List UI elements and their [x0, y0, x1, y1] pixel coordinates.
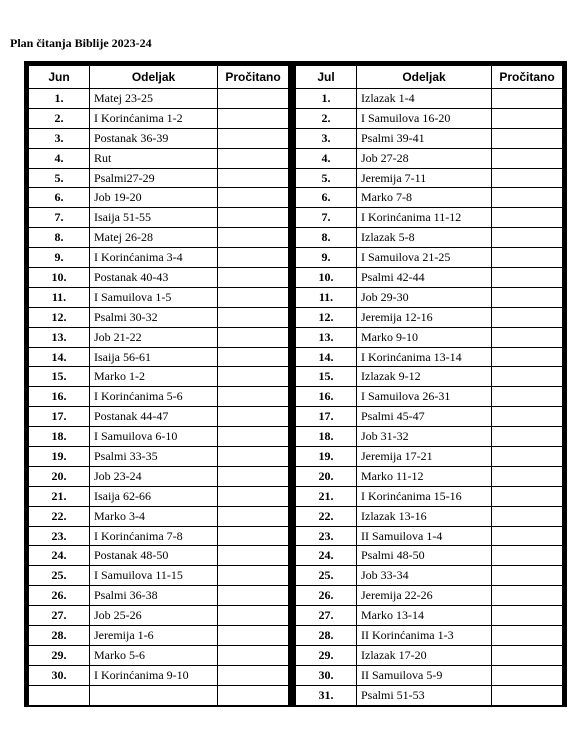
- day-number: 10.: [296, 268, 357, 288]
- day-number: 20.: [29, 466, 90, 486]
- reading-section: II Samuilova 5-9: [357, 665, 492, 685]
- reading-section: Isaija 62-66: [90, 486, 218, 506]
- jul-table-row: [296, 387, 563, 407]
- page-title: Plan čitanja Biblije 2023-24: [10, 36, 152, 50]
- reading-section: I Samuilova 26-31: [357, 387, 492, 407]
- day-number: 7.: [29, 208, 90, 228]
- read-checkbox-cell[interactable]: [492, 526, 563, 546]
- reading-section: Postanak 44-47: [90, 407, 218, 427]
- reading-section: Postanak 36-39: [90, 128, 218, 148]
- jun-table-row: [29, 387, 289, 407]
- reading-section: Job 25-26: [90, 606, 218, 626]
- jul-header-row: [296, 66, 563, 89]
- jun-table-row: [29, 248, 289, 268]
- day-number: 8.: [29, 228, 90, 248]
- day-number: 27.: [29, 606, 90, 626]
- reading-section: Matej 23-25: [90, 89, 218, 109]
- reading-section: Isaija 56-61: [90, 347, 218, 367]
- reading-section: Psalmi27-29: [90, 168, 218, 188]
- jul-table-row: [296, 407, 563, 427]
- read-checkbox-cell[interactable]: [492, 506, 563, 526]
- reading-section: Psalmi 33-35: [90, 447, 218, 467]
- day-number: 17.: [296, 407, 357, 427]
- day-number: 11.: [296, 287, 357, 307]
- jun-table-row: [29, 506, 289, 526]
- reading-section: Isaija 51-55: [90, 208, 218, 228]
- read-checkbox-cell[interactable]: [492, 546, 563, 566]
- read-checkbox-cell[interactable]: [218, 367, 289, 387]
- day-number: 30.: [29, 665, 90, 685]
- jun-section-header: Odeljak: [90, 66, 218, 89]
- reading-section: Psalmi 51-53: [357, 685, 492, 705]
- day-number: 5.: [29, 168, 90, 188]
- reading-section: Izlazak 13-16: [357, 506, 492, 526]
- reading-section: Marko 9-10: [357, 327, 492, 347]
- read-checkbox-cell[interactable]: [218, 108, 289, 128]
- read-checkbox-cell[interactable]: [218, 566, 289, 586]
- read-checkbox-cell[interactable]: [218, 268, 289, 288]
- day-number: 24.: [29, 546, 90, 566]
- jun-table-row: [29, 685, 289, 705]
- jul-table-row: [296, 248, 563, 268]
- day-number: 12.: [29, 307, 90, 327]
- jun-table-row: [29, 208, 289, 228]
- day-number: 29.: [29, 645, 90, 665]
- day-number: 7.: [296, 208, 357, 228]
- day-number: 14.: [296, 347, 357, 367]
- day-number: 4.: [296, 148, 357, 168]
- jun-table: [28, 65, 289, 706]
- jun-table-row: [29, 407, 289, 427]
- jul-table-row: [296, 268, 563, 288]
- reading-section: I Korinćanima 7-8: [90, 526, 218, 546]
- read-checkbox-cell[interactable]: [218, 407, 289, 427]
- jun-read-header: Pročitano: [218, 66, 289, 89]
- jun-header-row: [29, 66, 289, 89]
- read-checkbox-cell[interactable]: [218, 208, 289, 228]
- read-checkbox-cell[interactable]: [492, 148, 563, 168]
- read-checkbox-cell[interactable]: [492, 367, 563, 387]
- reading-section: Marko 5-6: [90, 645, 218, 665]
- read-checkbox-cell[interactable]: [218, 526, 289, 546]
- reading-section: Izlazak 5-8: [357, 228, 492, 248]
- read-checkbox-cell[interactable]: [218, 248, 289, 268]
- read-checkbox-cell[interactable]: [492, 287, 563, 307]
- day-number: 16.: [296, 387, 357, 407]
- day-number: 13.: [296, 327, 357, 347]
- reading-section: Psalmi 30-32: [90, 307, 218, 327]
- jun-table-row: [29, 268, 289, 288]
- jun-table-row: [29, 367, 289, 387]
- reading-section: I Samuilova 16-20: [357, 108, 492, 128]
- jul-table-row: [296, 586, 563, 606]
- reading-section: I Korinćanima 9-10: [90, 665, 218, 685]
- day-number: 5.: [296, 168, 357, 188]
- read-checkbox-cell[interactable]: [218, 506, 289, 526]
- read-checkbox-cell[interactable]: [218, 128, 289, 148]
- day-number: 19.: [29, 447, 90, 467]
- jul-table-row: [296, 427, 563, 447]
- read-checkbox-cell[interactable]: [218, 586, 289, 606]
- jul-table-row: [296, 486, 563, 506]
- jun-table-row: [29, 606, 289, 626]
- day-number: 23.: [296, 526, 357, 546]
- read-checkbox-cell[interactable]: [218, 685, 289, 705]
- jun-month-header: Jun: [29, 66, 90, 89]
- day-number: 20.: [296, 466, 357, 486]
- read-checkbox-cell[interactable]: [218, 287, 289, 307]
- read-checkbox-cell[interactable]: [492, 645, 563, 665]
- jul-table-row: [296, 148, 563, 168]
- read-checkbox-cell[interactable]: [218, 347, 289, 367]
- read-checkbox-cell[interactable]: [492, 606, 563, 626]
- reading-section: Matej 26-28: [90, 228, 218, 248]
- read-checkbox-cell[interactable]: [218, 645, 289, 665]
- reading-section: Marko 7-8: [357, 188, 492, 208]
- reading-section: I Samuilova 6-10: [90, 427, 218, 447]
- reading-section: I Korinćanima 5-6: [90, 387, 218, 407]
- day-number: 24.: [296, 546, 357, 566]
- reading-section: Rut: [90, 148, 218, 168]
- reading-section: Jeremija 1-6: [90, 626, 218, 646]
- reading-section: Psalmi 45-47: [357, 407, 492, 427]
- jun-table-body: [29, 89, 289, 706]
- day-number: 1.: [296, 89, 357, 109]
- jun-table-row: [29, 307, 289, 327]
- reading-section: I Korinćanima 1-2: [90, 108, 218, 128]
- reading-section: II Korinćanima 1-3: [357, 626, 492, 646]
- day-number: 15.: [29, 367, 90, 387]
- day-number: 27.: [296, 606, 357, 626]
- jun-table-row: [29, 526, 289, 546]
- day-number: 22.: [29, 506, 90, 526]
- reading-section: Job 33-34: [357, 566, 492, 586]
- day-number: 10.: [29, 268, 90, 288]
- read-checkbox-cell[interactable]: [492, 407, 563, 427]
- jun-table-row: [29, 427, 289, 447]
- jun-table-row: [29, 287, 289, 307]
- read-checkbox-cell[interactable]: [492, 685, 563, 705]
- reading-section: I Korinćanima 3-4: [90, 248, 218, 268]
- day-number: 4.: [29, 148, 90, 168]
- jul-table-row: [296, 307, 563, 327]
- jun-table-row: [29, 546, 289, 566]
- jul-table-row: [296, 546, 563, 566]
- jul-table-body: [296, 89, 563, 706]
- read-checkbox-cell[interactable]: [492, 347, 563, 367]
- read-checkbox-cell[interactable]: [492, 327, 563, 347]
- read-checkbox-cell[interactable]: [492, 387, 563, 407]
- reading-section: Postanak 48-50: [90, 546, 218, 566]
- reading-section: Job 23-24: [90, 466, 218, 486]
- day-number: 23.: [29, 526, 90, 546]
- day-number: 26.: [296, 586, 357, 606]
- jul-month-header: Jul: [296, 66, 357, 89]
- day-number: 25.: [296, 566, 357, 586]
- day-number: 9.: [296, 248, 357, 268]
- read-checkbox-cell[interactable]: [492, 168, 563, 188]
- day-number: 22.: [296, 506, 357, 526]
- read-checkbox-cell[interactable]: [492, 268, 563, 288]
- day-number: 19.: [296, 447, 357, 467]
- read-checkbox-cell[interactable]: [218, 148, 289, 168]
- jul-table-row: [296, 526, 563, 546]
- day-number: 2.: [29, 108, 90, 128]
- day-number: 26.: [29, 586, 90, 606]
- day-number: 21.: [296, 486, 357, 506]
- read-checkbox-cell[interactable]: [218, 546, 289, 566]
- jul-table-row: [296, 89, 563, 109]
- day-number: 6.: [296, 188, 357, 208]
- reading-section: Psalmi 42-44: [357, 268, 492, 288]
- jul-table-row: [296, 367, 563, 387]
- read-checkbox-cell[interactable]: [218, 228, 289, 248]
- jul-table-row: [296, 466, 563, 486]
- day-number: 31.: [296, 685, 357, 705]
- jun-table-row: [29, 89, 289, 109]
- reading-section: Job 19-20: [90, 188, 218, 208]
- reading-section: I Samuilova 11-15: [90, 566, 218, 586]
- day-number: 17.: [29, 407, 90, 427]
- day-number: 18.: [296, 427, 357, 447]
- read-checkbox-cell[interactable]: [492, 108, 563, 128]
- read-checkbox-cell[interactable]: [492, 665, 563, 685]
- reading-section: Psalmi 48-50: [357, 546, 492, 566]
- day-number: 13.: [29, 327, 90, 347]
- jun-table-row: [29, 447, 289, 467]
- read-checkbox-cell[interactable]: [492, 566, 563, 586]
- day-number: 14.: [29, 347, 90, 367]
- read-checkbox-cell[interactable]: [492, 208, 563, 228]
- jul-table-row: [296, 168, 563, 188]
- day-number: 12.: [296, 307, 357, 327]
- reading-section: Izlazak 1-4: [357, 89, 492, 109]
- reading-section: Jeremija 7-11: [357, 168, 492, 188]
- reading-section: II Samuilova 1-4: [357, 526, 492, 546]
- jul-read-header: Pročitano: [492, 66, 563, 89]
- reading-section: I Samuilova 21-25: [357, 248, 492, 268]
- reading-section: Marko 11-12: [357, 466, 492, 486]
- day-number: 15.: [296, 367, 357, 387]
- reading-plan-frame: [24, 61, 567, 707]
- reading-section: I Samuilova 1-5: [90, 287, 218, 307]
- reading-section: I Korinćanima 15-16: [357, 486, 492, 506]
- jun-table-row: [29, 586, 289, 606]
- jun-table-row: [29, 566, 289, 586]
- jun-table-row: [29, 466, 289, 486]
- read-checkbox-cell[interactable]: [492, 466, 563, 486]
- jun-table-row: [29, 168, 289, 188]
- reading-section: [90, 685, 218, 705]
- jun-table-row: [29, 108, 289, 128]
- jul-table-row: [296, 665, 563, 685]
- jul-table-row: [296, 327, 563, 347]
- jun-table-row: [29, 347, 289, 367]
- read-checkbox-cell[interactable]: [492, 486, 563, 506]
- read-checkbox-cell[interactable]: [218, 665, 289, 685]
- read-checkbox-cell[interactable]: [218, 89, 289, 109]
- jun-table-row: [29, 645, 289, 665]
- jun-table-row: [29, 128, 289, 148]
- reading-section: I Korinćanima 13-14: [357, 347, 492, 367]
- read-checkbox-cell[interactable]: [218, 626, 289, 646]
- read-checkbox-cell[interactable]: [492, 188, 563, 208]
- read-checkbox-cell[interactable]: [218, 486, 289, 506]
- reading-section: Job 29-30: [357, 287, 492, 307]
- read-checkbox-cell[interactable]: [492, 307, 563, 327]
- read-checkbox-cell[interactable]: [218, 606, 289, 626]
- reading-section: Izlazak 17-20: [357, 645, 492, 665]
- reading-section: Marko 3-4: [90, 506, 218, 526]
- read-checkbox-cell[interactable]: [492, 248, 563, 268]
- jul-table-row: [296, 287, 563, 307]
- read-checkbox-cell[interactable]: [492, 89, 563, 109]
- jul-table-row: [296, 108, 563, 128]
- day-number: 9.: [29, 248, 90, 268]
- read-checkbox-cell[interactable]: [492, 228, 563, 248]
- jul-table-row: [296, 506, 563, 526]
- jul-table-row: [296, 128, 563, 148]
- day-number: 28.: [296, 626, 357, 646]
- reading-section: Job 21-22: [90, 327, 218, 347]
- day-number: 1.: [29, 89, 90, 109]
- jul-table-row: [296, 228, 563, 248]
- day-number: 3.: [29, 128, 90, 148]
- jul-table-row: [296, 566, 563, 586]
- read-checkbox-cell[interactable]: [218, 387, 289, 407]
- day-number: 6.: [29, 188, 90, 208]
- read-checkbox-cell[interactable]: [492, 427, 563, 447]
- reading-section: Jeremija 12-16: [357, 307, 492, 327]
- jun-table-row: [29, 665, 289, 685]
- jul-table-row: [296, 447, 563, 467]
- day-number: 29.: [296, 645, 357, 665]
- day-number: 2.: [296, 108, 357, 128]
- jul-table-row: [296, 188, 563, 208]
- jul-table: [295, 65, 563, 706]
- jul-table-row: [296, 208, 563, 228]
- read-checkbox-cell[interactable]: [218, 466, 289, 486]
- read-checkbox-cell[interactable]: [218, 188, 289, 208]
- jun-table-row: [29, 228, 289, 248]
- read-checkbox-cell[interactable]: [492, 447, 563, 467]
- day-number: 25.: [29, 566, 90, 586]
- reading-section: Marko 13-14: [357, 606, 492, 626]
- read-checkbox-cell[interactable]: [492, 626, 563, 646]
- day-number: 18.: [29, 427, 90, 447]
- jul-table-row: [296, 685, 563, 705]
- jul-table-row: [296, 645, 563, 665]
- jun-table-row: [29, 626, 289, 646]
- reading-section: Job 31-32: [357, 427, 492, 447]
- reading-section: Psalmi 39-41: [357, 128, 492, 148]
- reading-section: Marko 1-2: [90, 367, 218, 387]
- day-number: 16.: [29, 387, 90, 407]
- read-checkbox-cell[interactable]: [492, 128, 563, 148]
- jun-table-row: [29, 486, 289, 506]
- reading-section: Job 27-28: [357, 148, 492, 168]
- jul-section-header: Odeljak: [357, 66, 492, 89]
- read-checkbox-cell[interactable]: [218, 307, 289, 327]
- read-checkbox-cell[interactable]: [218, 327, 289, 347]
- read-checkbox-cell[interactable]: [492, 586, 563, 606]
- day-number: 11.: [29, 287, 90, 307]
- jul-table-row: [296, 347, 563, 367]
- day-number: 8.: [296, 228, 357, 248]
- jun-table-row: [29, 148, 289, 168]
- read-checkbox-cell[interactable]: [218, 447, 289, 467]
- day-number: 30.: [296, 665, 357, 685]
- jul-table-row: [296, 606, 563, 626]
- reading-section: Postanak 40-43: [90, 268, 218, 288]
- reading-section: Izlazak 9-12: [357, 367, 492, 387]
- reading-section: I Korinćanima 11-12: [357, 208, 492, 228]
- reading-section: Psalmi 36-38: [90, 586, 218, 606]
- day-number: 21.: [29, 486, 90, 506]
- read-checkbox-cell[interactable]: [218, 427, 289, 447]
- jun-table-row: [29, 327, 289, 347]
- day-number: 3.: [296, 128, 357, 148]
- day-number: [29, 685, 90, 705]
- jul-table-row: [296, 626, 563, 646]
- reading-section: Jeremija 17-21: [357, 447, 492, 467]
- day-number: 28.: [29, 626, 90, 646]
- reading-section: Jeremija 22-26: [357, 586, 492, 606]
- jun-table-row: [29, 188, 289, 208]
- read-checkbox-cell[interactable]: [218, 168, 289, 188]
